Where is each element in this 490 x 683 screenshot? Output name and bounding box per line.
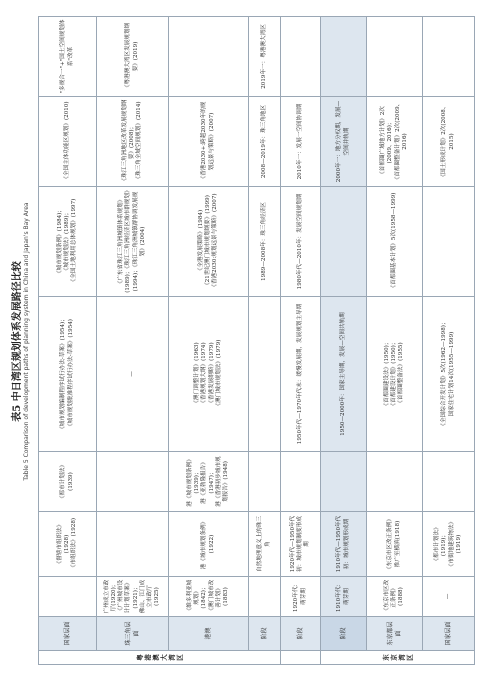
table-row (97, 17, 169, 665)
table-cell (39, 577, 97, 617)
table-cell: 《东京市区改正条例》推广至横滨(1918) (367, 512, 423, 577)
table-cell: 《广东省珠江三角洲城镇体系规划》(1989)；《珠江三角洲经济区城市群规划》(1994)；《珠江三角洲城镇群协调发展规划》(2004) (97, 187, 169, 297)
table-cell: 1920年代：萌芽期 (281, 577, 321, 617)
table-title: 表5 中日湾区规划体系发展路径比较 (12, 261, 23, 422)
table-cell: 《维多利亚城规划》(1842)； 《澳门城市改善计划》(1883) (169, 577, 249, 617)
table-cell: 自然地理意义上的珠三角 (249, 512, 281, 577)
table-cell (423, 17, 475, 97)
table-cell: 《首都圈基本计划》5次(1958—1999) (367, 187, 423, 297)
table-cell: — (423, 577, 475, 617)
table-cell: 《粤港澳大湾区发展规划纲要》(2019) (97, 17, 169, 97)
row-label: 国家层面 (39, 617, 97, 651)
table-cell: 1950年代—1970年代末：缓慢发展期，发展规划主导期 (281, 297, 321, 452)
row-label: 国家层面 (423, 617, 475, 651)
table-cell (249, 452, 281, 512)
row-label: 阶段 (281, 617, 321, 651)
table-cell (321, 452, 367, 512)
table-cell: 1989—2008年：珠三角经济区 (249, 187, 281, 297)
table-cell (281, 452, 321, 512)
table-cell: 1980年代—2010年：发展空间规划期 (281, 187, 321, 297)
table-row (249, 17, 281, 665)
table-cell: 《全国主体功能区规划》(2010) (39, 97, 97, 187)
table-cell: 《都市计划法》(1939) (39, 452, 97, 512)
table-row (321, 17, 367, 665)
group-label-tokyo: 东京湾区 (321, 651, 475, 665)
table-cell: — (97, 297, 169, 452)
table-cell: 《首都圈广域地方计划》2次(2009、2016)； 《首都圈整备计划》2次(2009、2016) (367, 97, 423, 187)
comparison-table (38, 16, 475, 665)
table-cell: 《督辖市组织法》(1928) 《市组织法》(1928) (39, 512, 97, 577)
table-cell: 广州成立市政厅(1920)； 《广州城市设计计划草案》(1921)； 佛山、江门成立市政厅(1925) (97, 577, 169, 617)
table-cell: 《城市规划编制程序试行办法-草案》(1954)； 《城市规划批准程序试行办法-草案》(1954) (39, 297, 97, 452)
table-cell: 《全港发展策略》(1984) 《21世纪澳门城市规划纲要》(1999) 《香港2030:规划远景与策略》(2007) (169, 187, 249, 297)
row-label: 东京都层面 (367, 617, 423, 651)
table-cell (423, 452, 475, 512)
row-label: 珠三角层面 (97, 617, 169, 651)
table-cell (367, 17, 423, 97)
table-cell: 《澳门调整计划》(1963) 《香港规划大纲》(1974) 《香港发展纲略》(1979) 《澳门城市规划法》(1979) (169, 297, 249, 452)
table-row (281, 17, 321, 665)
table-cell: 1910年代：萌芽期 (321, 577, 367, 617)
table-cell: 《都市计划法》(1919)； 《市街地建筑物法》(1919) (423, 512, 475, 577)
table-cell: 港《城市规划条例》(1939)； 港《亚勃隆报告》(1947)； 港《香港初步城市规划报告》(1948) (169, 452, 249, 512)
group-spacer (281, 651, 321, 665)
table-cell: 《全国综合开发计划》5次(1962—1998)； 国家住宅计划14次(1955—1999) (423, 297, 475, 452)
table-cell (169, 17, 249, 97)
table-cell: 《香港2030+:跨越2030年的规划远景与策略》(2007) (169, 97, 249, 187)
row-label: 阶段 (321, 617, 367, 651)
table-cell: 2008—2019年：珠三角地区 (249, 97, 281, 187)
row-label: 港澳 (169, 617, 249, 651)
table-cell: 《首都圈建设法》(1950)； 《首都建设计划》(1950)； 《首都圈整备法》(1955) (367, 297, 423, 452)
table-row (367, 17, 423, 665)
table-cell (97, 452, 169, 512)
table-cell (321, 187, 367, 297)
table-cell: 1910年代—1950年代初：城市规划形成期 (321, 512, 367, 577)
table-cell (423, 187, 475, 297)
table-row (423, 17, 475, 665)
table-cell (97, 512, 169, 577)
table-cell (249, 297, 281, 452)
table-cell (281, 17, 321, 97)
table-cell (367, 452, 423, 512)
table-cell: 2019年一：粤港澳大湾区 (249, 17, 281, 97)
table-cell: 1950—2000年：国家主导期，发展—空间共轨期 (321, 297, 367, 452)
table-cell: 港《城市规划条例》(1922) (169, 512, 249, 577)
table-cell: 《国土形成计划》2次(2008、2015) (423, 97, 475, 187)
table-cell: 《东京市区改正条例》(1888) (367, 577, 423, 617)
table-title-english: Table 5 Comparison of development paths of planning system in China and Japan's Bay Area (23, 202, 30, 481)
table-cell: 《城市规划条例》(1984)； 《城市规划法》(1989)； 《全国土地利用总体规划》(1997) (39, 187, 97, 297)
table-cell (249, 577, 281, 617)
table-cell: 2010年一：发展一空间协调期 (281, 97, 321, 187)
table-cell: 2000年一：地方分权期，发展—空间并轨期 (321, 97, 367, 187)
group-label-gba: 粤港澳大湾区 (39, 651, 281, 665)
table-cell (321, 17, 367, 97)
table-cell: "多规合一"+"国土空间规划体系"改革 (39, 17, 97, 97)
table-row (169, 17, 249, 665)
table-row (39, 17, 97, 665)
table-cell: 1920年代—1950年代初：城市规划制度形成期 (281, 512, 321, 577)
row-label: 阶段 (249, 617, 281, 651)
table-cell: 《珠江三角洲地区改革发展规划纲要》(2008)； 《珠三角全域空间规划》(2014) (97, 97, 169, 187)
